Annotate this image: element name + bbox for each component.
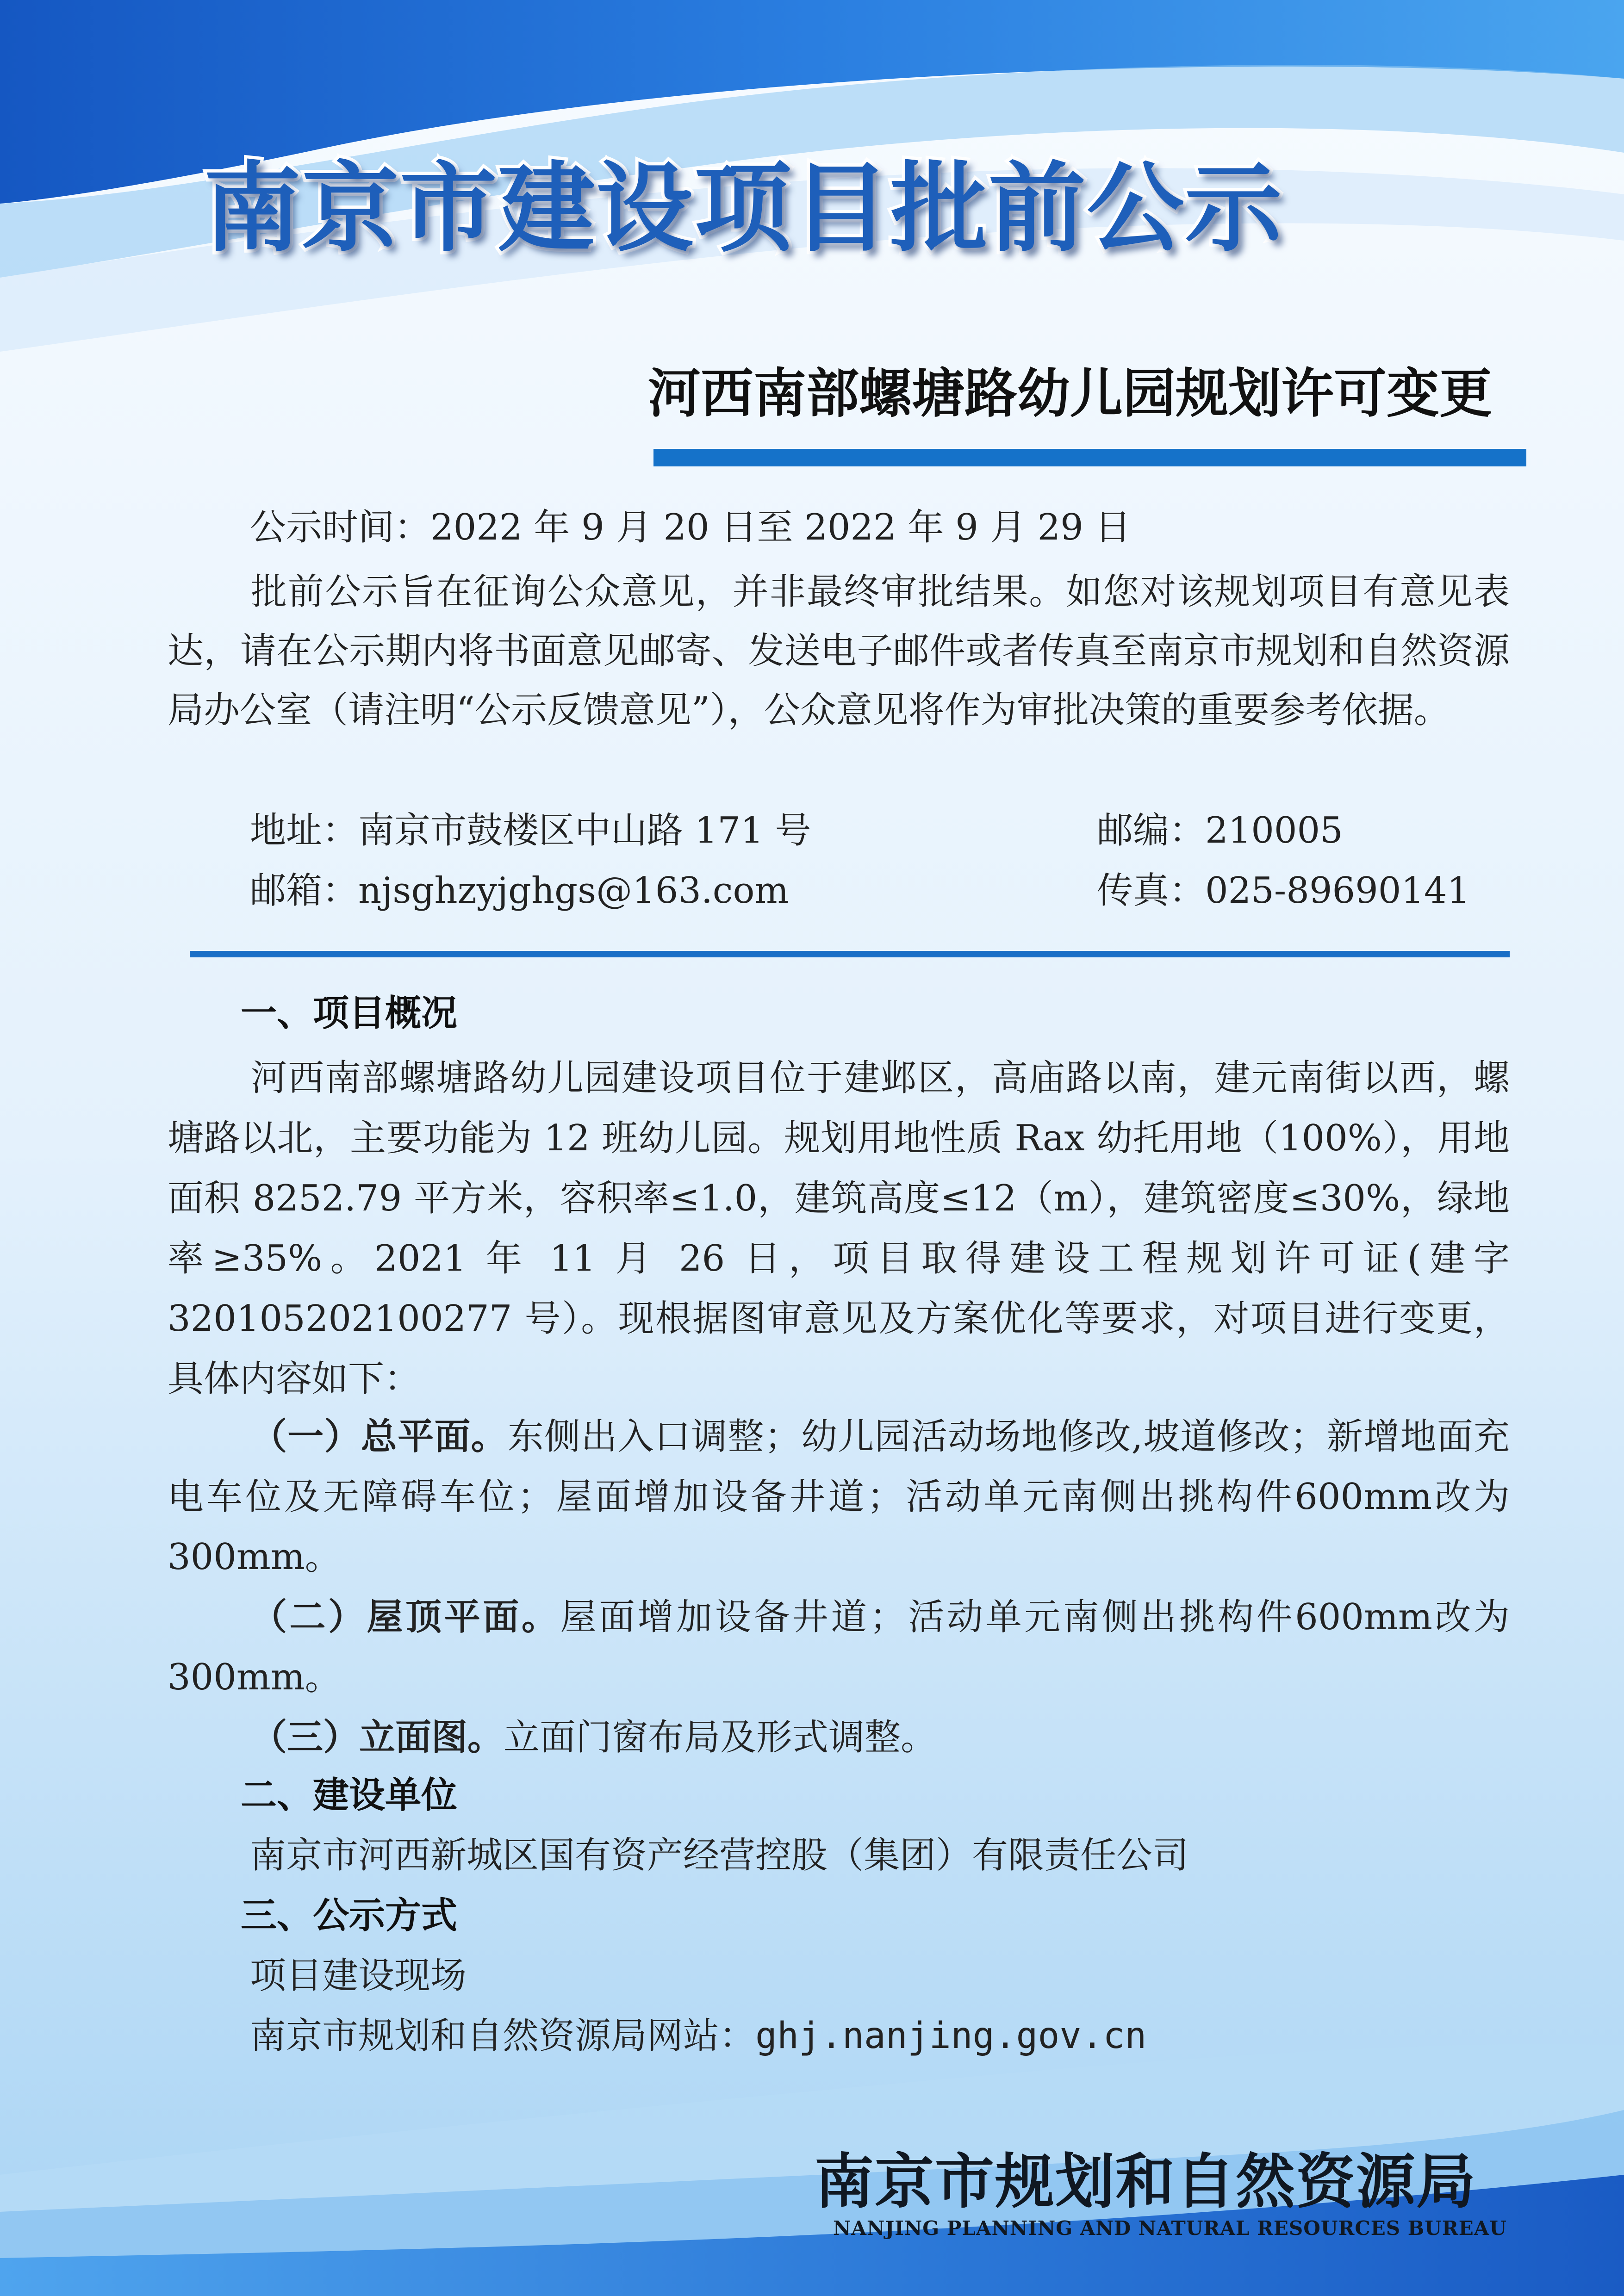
- postcode-line: [1097, 803, 1343, 858]
- item3-label: （三）立面图。: [251, 1716, 504, 1758]
- period-value: 2022 年 9 月 20 日至 2022 年 9 月 29 日: [430, 507, 1131, 548]
- notice-intro: 批前公示旨在征询公众意见，并非最终审批结果。如您对该规划项目有意见表达，请在公示期内将书面意见邮寄、发送电子邮件或者传真至南京市规划和自然资源局办公室（请注明“公示反馈意见”），公众意见将作为审批决策的重要参考依据。: [168, 571, 1510, 731]
- item2-label: （二）屋顶平面。: [251, 1596, 560, 1638]
- section-divider: [190, 951, 1510, 957]
- period-label: 公示时间：: [250, 507, 431, 548]
- fax-value: 025-89690141: [1205, 870, 1470, 912]
- section1-item2: [168, 1587, 1510, 1707]
- section3-line2: [250, 2008, 1146, 2064]
- fax-line: [1097, 863, 1470, 918]
- notice-period: [250, 500, 1131, 555]
- fax-label: 传真：: [1097, 870, 1206, 912]
- section1-item1: [168, 1407, 1510, 1587]
- email-line: [250, 863, 789, 918]
- postcode-value: 210005: [1205, 810, 1343, 851]
- item2-text: 屋面增加设备井道；活动单元南侧出挑构件600mm改为300mm。: [168, 1596, 1510, 1698]
- section1-item3: [168, 1707, 1510, 1768]
- section3-line1: 项目建设现场: [250, 1955, 467, 1997]
- section1-heading: 一、项目概况: [241, 993, 458, 1034]
- address-line: [250, 803, 811, 858]
- website-label: 南京市规划和自然资源局网站：: [250, 2015, 756, 2057]
- postcode-label: 邮编：: [1097, 810, 1206, 851]
- item1-label: （一）总平面。: [251, 1415, 508, 1458]
- section2-body: 南京市河西新城区国有资产经营控股（集团）有限责任公司: [250, 1835, 1189, 1876]
- item3-text: 立面门窗布局及形式调整。: [504, 1717, 937, 1758]
- section3-heading: 三、公示方式: [241, 1895, 458, 1936]
- page-title: 南京市建设项目批前公示: [204, 151, 1283, 265]
- item1-text: 东侧出入口调整；幼儿园活动场地修改,坡道修改；新增地面充电车位及无障碍车位；屋面增加设备井道；活动单元南侧出挑构件600mm改为300mm。: [168, 1416, 1510, 1578]
- address-label: 地址：: [250, 810, 359, 851]
- footer-org-name: 南京市规划和自然资源局: [815, 2147, 1477, 2216]
- address-value: 南京市鼓楼区中山路 171 号: [358, 810, 811, 851]
- website-url: ghj.nanjing.gov.cn: [755, 2015, 1147, 2057]
- section1-body: 河西南部螺塘路幼儿园建设项目位于建邺区，高庙路以南，建元南街以西，螺塘路以北，主要功能为 12 班幼儿园。规划用地性质 Rax 幼托用地（100%），用地面积 8252.79 平方米，容积率≤1.0，建筑高度≤12（m），建筑密度≤30%，绿地率≥35%。2021 年 11 月 26 日，项目取得建设工程规划许可证(建字 320105202100277 号）。现根据图审意见及方案优化等要求，对项目进行变更，具体内容如下：: [168, 1057, 1510, 1400]
- footer-org-name-en: NANJING PLANNING AND NATURAL RESOURCES BUREAU: [833, 2217, 1507, 2240]
- project-subtitle: 河西南部螺塘路幼儿园规划许可变更: [648, 362, 1493, 424]
- section2-heading: 二、建设单位: [241, 1775, 458, 1816]
- email-value: njsghzyjghgs@163.com: [358, 870, 789, 912]
- title-underline: [653, 449, 1526, 466]
- email-label: 邮箱：: [250, 870, 359, 912]
